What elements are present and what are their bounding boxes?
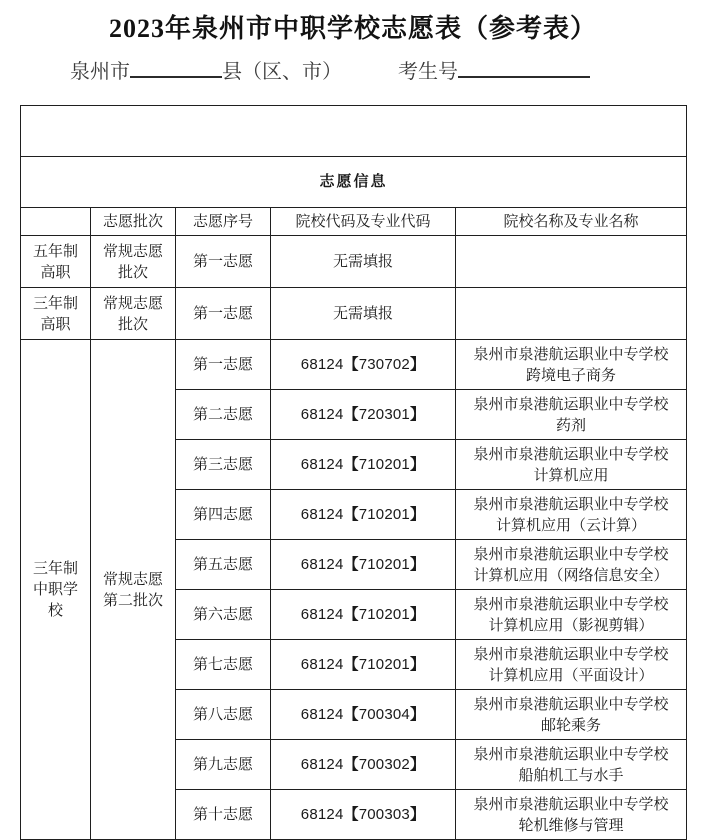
category-line-1: 五年制 <box>32 242 78 260</box>
code-cell[interactable] <box>271 590 456 640</box>
school-cell[interactable] <box>456 640 687 690</box>
category-line-2: 高职 <box>40 315 71 333</box>
code-cell[interactable] <box>271 390 456 440</box>
bracket-close: 】 <box>409 706 426 723</box>
order-cell: 第三志愿 <box>176 440 271 490</box>
table-row-blank <box>21 106 687 157</box>
bracket-close: 】 <box>409 406 426 423</box>
bracket-close: 】 <box>409 606 426 623</box>
bracket-open: 【 <box>343 706 359 723</box>
major-code: 730702 <box>358 356 410 373</box>
order-cell: 第五志愿 <box>176 540 271 590</box>
code-cell: 无需填报 <box>271 236 456 288</box>
table-row-column-headers <box>21 208 687 236</box>
bracket-open: 【 <box>343 456 359 473</box>
batch-cell-second-batch <box>91 340 176 840</box>
school-cell[interactable] <box>456 590 687 640</box>
exam-number-label: 考生号 <box>398 61 458 83</box>
batch-line-1: 常规志愿 <box>102 242 163 260</box>
major-code: 710201 <box>358 506 410 523</box>
school-cell[interactable] <box>456 288 687 340</box>
school-name: 泉州市泉港航运职业中专学校 <box>473 645 669 663</box>
bracket-open: 【 <box>343 506 359 523</box>
school-name: 泉州市泉港航运职业中专学校 <box>473 795 669 813</box>
school-code: 68124 <box>300 606 344 623</box>
school-code: 68124 <box>300 406 344 423</box>
code-cell[interactable] <box>271 540 456 590</box>
code-cell: 无需填报 <box>271 288 456 340</box>
order-cell: 第一志愿 <box>176 236 271 288</box>
category-cell-five-year <box>21 236 91 288</box>
bracket-close: 】 <box>409 506 426 523</box>
table-row-three-year-college <box>21 288 687 340</box>
order-cell: 第七志愿 <box>176 640 271 690</box>
column-header-school: 院校名称及专业名称 <box>456 208 687 236</box>
page-title: 2023年泉州市中职学校志愿表（参考表） <box>108 14 597 43</box>
volunteer-table-wrapper <box>20 105 686 840</box>
major-name: 计算机应用（影视剪辑） <box>488 616 654 634</box>
school-name: 泉州市泉港航运职业中专学校 <box>473 695 669 713</box>
school-cell[interactable] <box>456 540 687 590</box>
order-cell: 第八志愿 <box>176 690 271 740</box>
major-name: 计算机应用 <box>533 466 609 484</box>
school-code: 68124 <box>300 656 344 673</box>
county-input-blank[interactable] <box>130 76 222 78</box>
category-line-1: 三年制 <box>32 560 78 577</box>
category-cell-three-year-college <box>21 288 91 340</box>
code-cell[interactable] <box>271 690 456 740</box>
bracket-open: 【 <box>343 806 359 823</box>
table-row <box>21 340 687 390</box>
major-code: 710201 <box>358 606 410 623</box>
school-cell[interactable] <box>456 340 687 390</box>
bracket-close: 】 <box>409 656 426 673</box>
school-name: 泉州市泉港航运职业中专学校 <box>473 545 669 563</box>
batch-line-2: 批次 <box>117 315 148 333</box>
school-code: 68124 <box>300 756 344 773</box>
category-line-1: 三年制 <box>32 294 78 312</box>
school-name: 泉州市泉港航运职业中专学校 <box>473 395 669 413</box>
school-cell[interactable] <box>456 236 687 288</box>
school-cell[interactable] <box>456 740 687 790</box>
major-name: 轮机维修与管理 <box>518 816 624 834</box>
major-name: 邮轮乘务 <box>540 716 601 734</box>
school-cell[interactable] <box>456 390 687 440</box>
table-row-five-year <box>21 236 687 288</box>
major-name: 船舶机工与水手 <box>518 766 624 784</box>
bracket-close: 】 <box>409 556 426 573</box>
section-header-cell: 志愿信息 <box>21 157 687 208</box>
column-header-batch: 志愿批次 <box>91 208 176 236</box>
code-cell[interactable] <box>271 440 456 490</box>
exam-number-input-blank[interactable] <box>458 76 590 78</box>
school-code: 68124 <box>300 356 344 373</box>
category-line-2: 中职学 <box>32 581 78 598</box>
major-code: 720301 <box>358 406 410 423</box>
major-code: 700302 <box>358 756 410 773</box>
school-name: 泉州市泉港航运职业中专学校 <box>473 345 669 363</box>
bracket-close: 】 <box>409 356 426 373</box>
order-cell: 第六志愿 <box>176 590 271 640</box>
major-name: 计算机应用（网络信息安全） <box>473 566 669 584</box>
bracket-open: 【 <box>343 656 359 673</box>
school-name: 泉州市泉港航运职业中专学校 <box>473 445 669 463</box>
major-name: 跨境电子商务 <box>525 366 616 384</box>
column-header-order: 志愿序号 <box>176 208 271 236</box>
bracket-open: 【 <box>343 756 359 773</box>
bracket-close: 】 <box>409 456 426 473</box>
table-row-section-header <box>21 157 687 208</box>
bracket-open: 【 <box>343 356 359 373</box>
category-cell-three-year-vocational <box>21 340 91 840</box>
school-cell[interactable] <box>456 440 687 490</box>
code-cell[interactable] <box>271 340 456 390</box>
school-name: 泉州市泉港航运职业中专学校 <box>473 595 669 613</box>
school-cell[interactable] <box>456 490 687 540</box>
school-code: 68124 <box>300 556 344 573</box>
column-header-code: 院校代码及专业代码 <box>271 208 456 236</box>
code-cell[interactable] <box>271 740 456 790</box>
blank-top-cell <box>21 106 687 157</box>
bracket-open: 【 <box>343 556 359 573</box>
bracket-open: 【 <box>343 606 359 623</box>
order-cell: 第十志愿 <box>176 790 271 840</box>
batch-line-1: 常规志愿 <box>102 294 163 312</box>
column-header-category <box>21 208 91 236</box>
major-name: 药剂 <box>555 416 586 434</box>
code-cell[interactable] <box>271 790 456 840</box>
volunteer-table <box>20 105 687 840</box>
bracket-close: 】 <box>409 756 426 773</box>
batch-cell-five-year <box>91 236 176 288</box>
major-code: 700304 <box>358 706 410 723</box>
category-line-2: 高职 <box>40 263 71 281</box>
school-code: 68124 <box>300 806 344 823</box>
subtitle-fields <box>0 46 706 86</box>
major-code: 710201 <box>358 456 410 473</box>
major-code: 710201 <box>358 556 410 573</box>
category-line-3: 校 <box>47 602 63 619</box>
school-cell[interactable] <box>456 790 687 840</box>
batch-line-2: 第二批次 <box>102 591 163 609</box>
school-name: 泉州市泉港航运职业中专学校 <box>473 495 669 513</box>
order-cell: 第四志愿 <box>176 490 271 540</box>
order-cell: 第一志愿 <box>176 340 271 390</box>
order-cell: 第一志愿 <box>176 288 271 340</box>
school-code: 68124 <box>300 456 344 473</box>
school-cell[interactable] <box>456 690 687 740</box>
major-code: 710201 <box>358 656 410 673</box>
code-cell[interactable] <box>271 640 456 690</box>
batch-cell-three-year-college <box>91 288 176 340</box>
major-name: 计算机应用（云计算） <box>495 516 646 534</box>
bracket-open: 【 <box>343 406 359 423</box>
batch-line-1: 常规志愿 <box>102 570 163 588</box>
code-cell[interactable] <box>271 490 456 540</box>
bracket-close: 】 <box>409 806 426 823</box>
batch-line-2: 批次 <box>117 263 148 281</box>
major-code: 700303 <box>358 806 410 823</box>
city-label: 泉州市 <box>70 61 130 83</box>
order-cell: 第二志愿 <box>176 390 271 440</box>
major-name: 计算机应用（平面设计） <box>488 666 654 684</box>
order-cell: 第九志愿 <box>176 740 271 790</box>
school-code: 68124 <box>300 506 344 523</box>
school-code: 68124 <box>300 706 344 723</box>
county-suffix-label: 县（区、市） <box>222 61 342 83</box>
school-name: 泉州市泉港航运职业中专学校 <box>473 745 669 763</box>
